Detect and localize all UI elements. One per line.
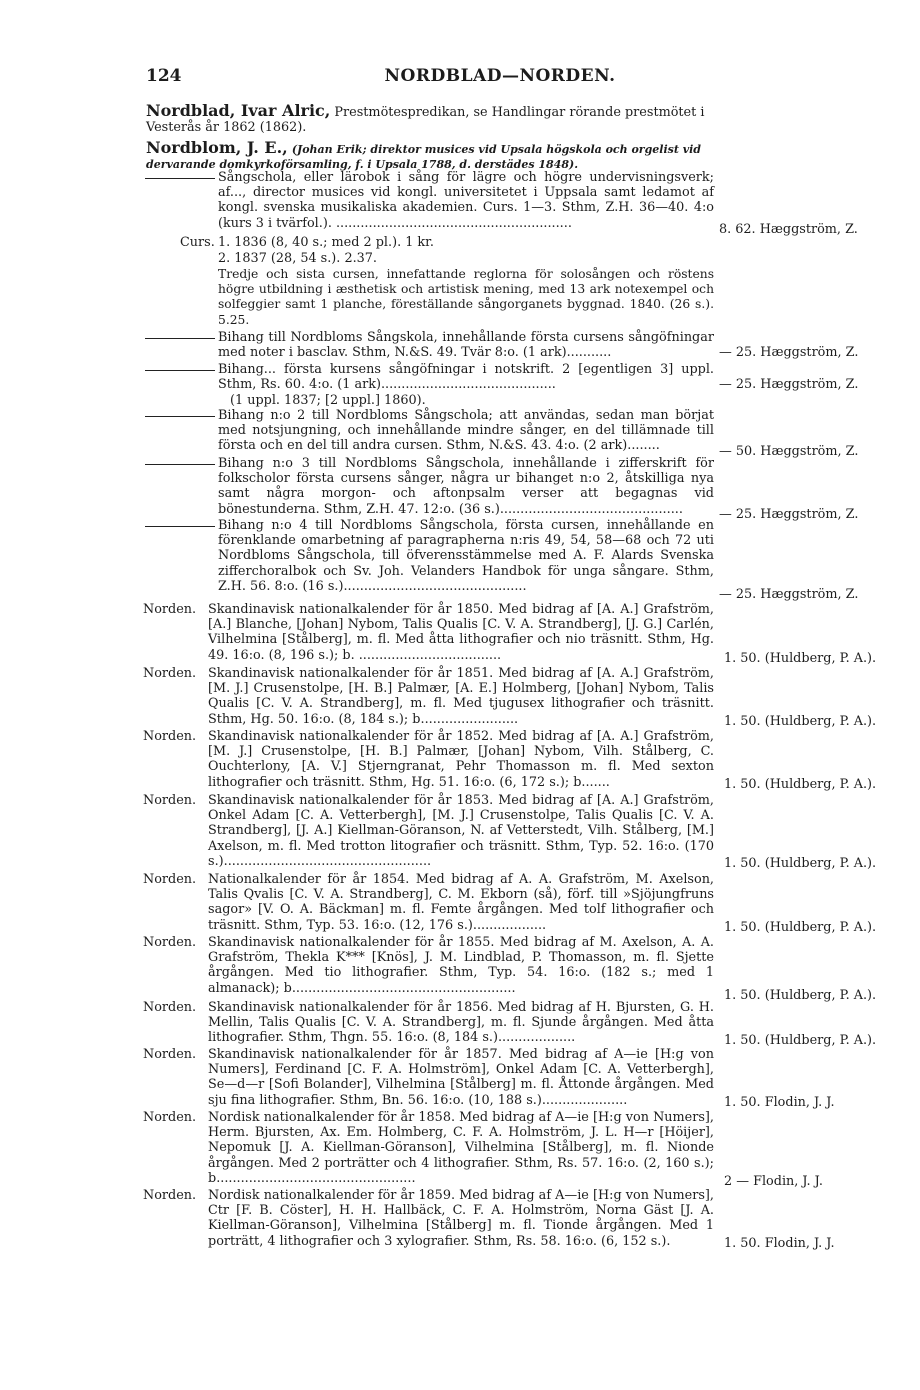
- entry-text: Skandinavisk nationalkalender för år 1851. Med bidrag af [A. A.] Grafström, [M. J.] Crusenstolpe, [H. B.] Palmær, [A. E.] Holmberg, [Johan] Nybom, Talis Qualis [C. V. A. Strandberg], m. fl. Med tjugusex lithografier och träsnitt. Sthm, Hg. 50. 16:o. (8, 184 s.); b........................: [208, 666, 714, 727]
- entry-price: 1. 50. Flodin, J. J.: [724, 1095, 835, 1110]
- entry-price: 1. 50. (Huldberg, P. A.).: [724, 1033, 877, 1048]
- entry-price: 2 — Flodin, J. J.: [724, 1174, 823, 1189]
- entry-nordblom: [146, 140, 714, 172]
- work-text: Bihang till Nordbloms Sångskola, innehållande första cursens sångöfningar med noter i basclav. Sthm, N.&S. 49. Tvär 8:o. (1 ark)...........: [218, 330, 714, 361]
- entry-price: 1. 50. (Huldberg, P. A.).: [724, 777, 877, 792]
- work-text: Tredje och sista cursen, innefattande reglorna för solosången och röstens högre utbildning i æsthetisk och artistisk mening, med 13 ark notexempel och solfeggier samt 1 planche, föreställande sångorganets byggnad. 1840. (26 s.). 5.25.: [218, 267, 714, 327]
- work-text: Bihang n:o 2 till Nordbloms Sångschola; att användas, sedan man börjat med notsjungning, och innehållande mindre sånger, en del tillämnade till första och en del till andra cursen. Sthm, N.&S. 43. 4:o. (2 ark)........: [218, 408, 714, 454]
- entry-text: Skandinavisk nationalkalender för år 1852. Med bidrag af [A. A.] Grafström, [M. J.] Crusenstolpe, [H. B.] Palmær, [Johan] Nybom, Vilh. Stålberg, C. Ouchterlony, [A. V.] Stjerngranat, Pehr Thomasson m. fl. Med sexton lithografier och träsnitt. Sthm, Hg. 51. 16:o. (6, 172 s.); b.......: [208, 729, 714, 790]
- work-price: — 25. Hæggström, Z.: [719, 587, 859, 602]
- page-number: 124: [146, 66, 182, 86]
- entry-label: Norden.: [143, 666, 197, 681]
- entry-price: 1. 50. Flodin, J. J.: [724, 1236, 835, 1251]
- work-text: 1. 1836 (8, 40 s.; med 2 pl.). 1 kr.: [218, 235, 434, 250]
- entry-biographical-note: (Johan Erik; direktor musices vid Upsala högskola och orgelist vid dervarande domkyrkoförsamling, f. i Upsala 1788, d. derstädes 1848).: [146, 143, 701, 172]
- ditto-dash: [145, 464, 215, 465]
- entry-text: Skandinavisk nationalkalender för år 1850. Med bidrag af [A. A.] Grafström, [A.] Blanche, [Johan] Nybom, Talis Qualis [C. V. A. Strandberg], [J. G.] Carlén, Vilhelmina [Stålberg], m. fl. Med åtta lithografier och nio träsnitt. Sthm, Hg. 49. 16:o. (8, 196 s.); b. ...................................: [208, 602, 714, 663]
- work-price: — 50. Hæggström, Z.: [719, 444, 859, 459]
- entry-nordblad: [146, 103, 714, 135]
- work-price: — 25. Hæggström, Z.: [719, 507, 859, 522]
- entry-text: Skandinavisk nationalkalender för år 1856. Med bidrag af H. Bjursten, G. H. Mellin, Talis Qualis [C. V. A. Strandberg], m. fl. Sjunde årgången. Med åtta lithografier. Sthm, Thgn. 55. 16:o. (8, 184 s.)...................: [208, 1000, 714, 1046]
- work-text: (1 uppl. 1837; [2 uppl.] 1860).: [230, 393, 426, 408]
- entry-text: Prestmötespredikan, se Handlingar rörande prestmötet i Vesterås år 1862 (1862).: [146, 105, 705, 136]
- page-header: [0, 66, 920, 90]
- work-text: Bihang... första kursens sångöfningar i notskrift. 2 [egentligen 3] uppl. Sthm, Rs. 60. 4:o. (1 ark)...........................................: [218, 362, 714, 393]
- entry-price: 1. 50. (Huldberg, P. A.).: [724, 651, 877, 666]
- ditto-dash: [145, 416, 215, 417]
- work-price: — 25. Hæggström, Z.: [719, 377, 859, 392]
- entry-label: Norden.: [143, 1110, 197, 1125]
- entry-price: 1. 50. (Huldberg, P. A.).: [724, 714, 877, 729]
- entry-label: Norden.: [143, 935, 197, 950]
- work-text: Bihang n:o 3 till Nordbloms Sångschola, innehållande i zifferskrift för folkscholor första cursens sånger, några ur bihanget n:o 2, åtskilliga nya samt några morgon- och aftonpsalm verser att begagnas vid bönestunderna. Sthm, Z.H. 47. 12:o. (36 s.).............................................: [218, 456, 714, 517]
- ditto-dash: [145, 338, 215, 339]
- entry-price: 1. 50. (Huldberg, P. A.).: [724, 920, 877, 935]
- ditto-dash: [145, 370, 215, 371]
- work-text: Bihang n:o 4 till Nordbloms Sångschola, första cursen, innehållande en förenklande omarbetning af paragrapherna n:ris 49, 54, 58—68 och 72 uti Nordbloms Sångschola, till öfverensstämmelse med A. F. Alards Svenska zifferchoralbok och Sv. Joh. Velanders Handbok för unga sångare. Sthm, Z.H. 56. 8:o. (16 s.).............................................: [218, 518, 714, 594]
- entry-text: Skandinavisk nationalkalender för år 1853. Med bidrag af [A. A.] Grafström, Onkel Adam [C. A. Vetterbergh], [M. J.] Crusenstolpe, Talis Qualis [C. V. A. Strandberg], [J. A.] Kiellman-Göranson, N. af Vetterstedt, Vilh. Stålberg, [M.] Axelson, m. fl. Med trotton litografier och träsnitt. Sthm, Typ. 52. 16:o. (170 s.)...................................................: [208, 793, 714, 869]
- work-text: 2. 1837 (28, 54 s.). 2.37.: [218, 251, 377, 266]
- work-price: 8. 62. Hæggström, Z.: [719, 222, 858, 237]
- entry-label: Norden.: [143, 1047, 197, 1062]
- ditto-dash: [145, 526, 215, 527]
- entry-label: Norden.: [143, 872, 197, 887]
- work-price: — 25. Hæggström, Z.: [719, 345, 859, 360]
- entry-text: Nationalkalender för år 1854. Med bidrag af A. A. Grafström, M. Axelson, Talis Qvalis [C. V. A. Strandberg], C. M. Ekborn (så), förf. till »Sjöjungfruns sagor» [V. O. A. Bäckman] m. fl. Femte årgången. Med tolf lithografier och träsnitt. Sthm, Typ. 53. 16:o. (12, 176 s.)..................: [208, 872, 714, 933]
- entry-label: Norden.: [143, 602, 197, 617]
- running-title: NORDBLAD—NORDEN.: [384, 66, 616, 86]
- entry-label: Norden.: [143, 1188, 197, 1203]
- entry-name: Nordblad, Ivar Alric,: [146, 101, 331, 120]
- entry-price: 1. 50. (Huldberg, P. A.).: [724, 856, 877, 871]
- entry-text: Nordisk nationalkalender för år 1859. Med bidrag af A—ie [H:g von Numers], Ctr [F. B. Cöster], H. H. Hallbäck, C. F. A. Holmström, Norna Gäst [J. A. Kiellman-Göranson], Vilhelmina [Stålberg] m. fl. Tionde årgången. Med 1 porträtt, 4 lithografier och 3 xylografier. Sthm, Rs. 58. 16:o. (6, 152 s.).: [208, 1188, 714, 1249]
- entry-label: Norden.: [143, 793, 197, 808]
- ditto-dash: [145, 178, 215, 179]
- entry-text: Nordisk nationalkalender för år 1858. Med bidrag af A—ie [H:g von Numers], Herm. Bjursten, Ax. Em. Holmberg, C. F. A. Holmström, J. L. H—r [Höijer], Nepomuk [J. A. Kiellman-Göranson], Vilhelmina [Stålberg], m. fl. Nionde årgången. Med 2 porträtter och 4 lithografier. Sthm, Rs. 57. 16:o. (2, 160 s.); b.................................................: [208, 1110, 714, 1186]
- entry-label: Norden.: [143, 729, 197, 744]
- work-text: Sångschola, eller lärobok i sång för lägre och högre undervisningsverk; af..., director musices vid kongl. universitetet i Uppsala samt ledamot af kongl. svenska musikaliska akademien. Curs. 1—3. Sthm, Z.H. 36—40. 4:o (kurs 3 i tvärfol.). ..........................................................: [218, 170, 714, 231]
- entry-name: Nordblom, J. E.,: [146, 138, 288, 157]
- entry-text: Skandinavisk nationalkalender för år 1855. Med bidrag af M. Axelson, A. A. Grafström, Thekla K*** [Knös], J. M. Lindblad, P. Thomasson, m. fl. Sjette årgången. Med tio lithografier. Sthm, Typ. 54. 16:o. (182 s.; med 1 almanack); b.......................................................: [208, 935, 714, 996]
- work-label: Curs.: [180, 235, 215, 250]
- entry-price: 1. 50. (Huldberg, P. A.).: [724, 988, 877, 1003]
- entry-label: Norden.: [143, 1000, 197, 1015]
- entry-text: Skandinavisk nationalkalender för år 1857. Med bidrag af A—ie [H:g von Numers], Ferdinand [C. F. A. Holmström], Onkel Adam [C. A. Vetterbergh], Se—d—r [Sofi Bolander], Vilhelmina [Stålberg] m. fl. Åttonde årgången. Med sju fina lithografier. Sthm, Bn. 56. 16:o. (10, 188 s.).....................: [208, 1047, 714, 1108]
